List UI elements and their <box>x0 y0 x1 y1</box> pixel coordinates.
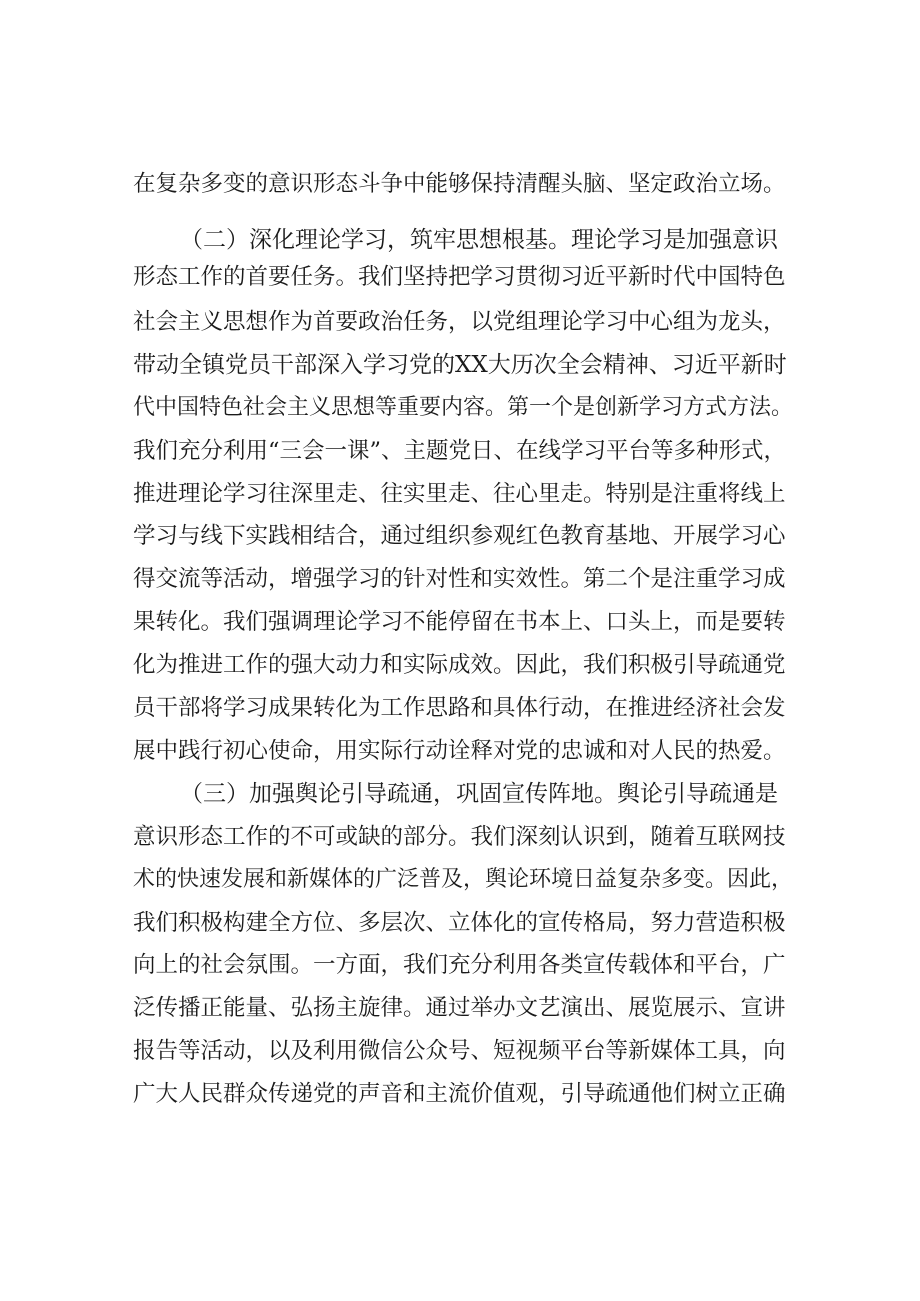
paragraph-2-line-6: 我们充分利用“三会一课”、主题党日、在线学习平台等多种形式， <box>133 438 787 464</box>
paragraph-2-line-2: 形态工作的首要任务。我们坚持把学习贯彻习近平新时代中国特色 <box>133 264 786 290</box>
paragraph-3-line-3: 术的快速发展和新媒体的广泛普及，舆论环境日益复杂多变。因此， <box>133 867 794 892</box>
paragraph-2-line-8: 学习与线下实践相结合，通过组织参观红色教育基地、开展学习心 <box>133 523 786 549</box>
paragraph-3-line-5: 向上的社会氛围。一方面，我们充分利用各类宣传载体和平台，广 <box>133 952 786 978</box>
paragraph-3-line-1: （三）加强舆论引导疏通，巩固宣传阵地。舆论引导疏通是 <box>180 781 778 807</box>
paragraph-3-line-2: 意识形态工作的不可或缺的部分。我们深刻认识到，随着互联网技 <box>133 824 786 850</box>
paragraph-2-line-11: 化为推进工作的强大动力和实际成效。因此，我们积极引导疏通党 <box>133 652 786 678</box>
paragraph-2-line-7: 推进理论学习往深里走、往实里走、往心里走。特别是注重将线上 <box>133 481 786 507</box>
paragraph-3-line-8: 广大人民群众传递党的声音和主流价值观，引导疏通他们树立正确 <box>133 1081 786 1107</box>
paragraph-3-line-7: 报告等活动，以及利用微信公众号、短视频平台等新媒体工具，向 <box>133 1038 786 1064</box>
paragraph-2-line-13: 展中践行初心使命，用实际行动诠释对党的忠诚和对人民的热爱。 <box>133 738 786 764</box>
paragraph-2-line-12: 员干部将学习成果转化为工作思路和具体行动，在推进经济社会发 <box>133 695 786 721</box>
paragraph-3-line-6: 泛传播正能量、弘扬主旋律。通过举办文艺演出、展览展示、宣讲 <box>133 995 786 1021</box>
paragraph-1-line-1: 在复杂多变的意识形态斗争中能够保持清醒头脑、坚定政治立场。 <box>133 171 786 197</box>
paragraph-2-line-4: 带动全镇党员干部深入学习党的XX大历次全会精神、习近平新时 <box>133 352 787 378</box>
paragraph-2-line-1: （二）深化理论学习，筑牢思想根基。理论学习是加强意识 <box>180 227 778 253</box>
paragraph-2-line-5: 代中国特色社会主义思想等重要内容。第一个是创新学习方式方法。 <box>133 395 794 420</box>
paragraph-3-line-4: 我们积极构建全方位、多层次、立体化的宣传格局，努力营造积极 <box>133 910 786 936</box>
paragraph-2-line-9: 得交流等活动，增强学习的针对性和实效性。第二个是注重学习成 <box>133 566 786 592</box>
paragraph-2-line-3: 社会主义思想作为首要政治任务，以党组理论学习中心组为龙头， <box>133 309 786 335</box>
paragraph-2-line-10: 果转化。我们强调理论学习不能停留在书本上、口头上，而是要转 <box>133 609 786 635</box>
